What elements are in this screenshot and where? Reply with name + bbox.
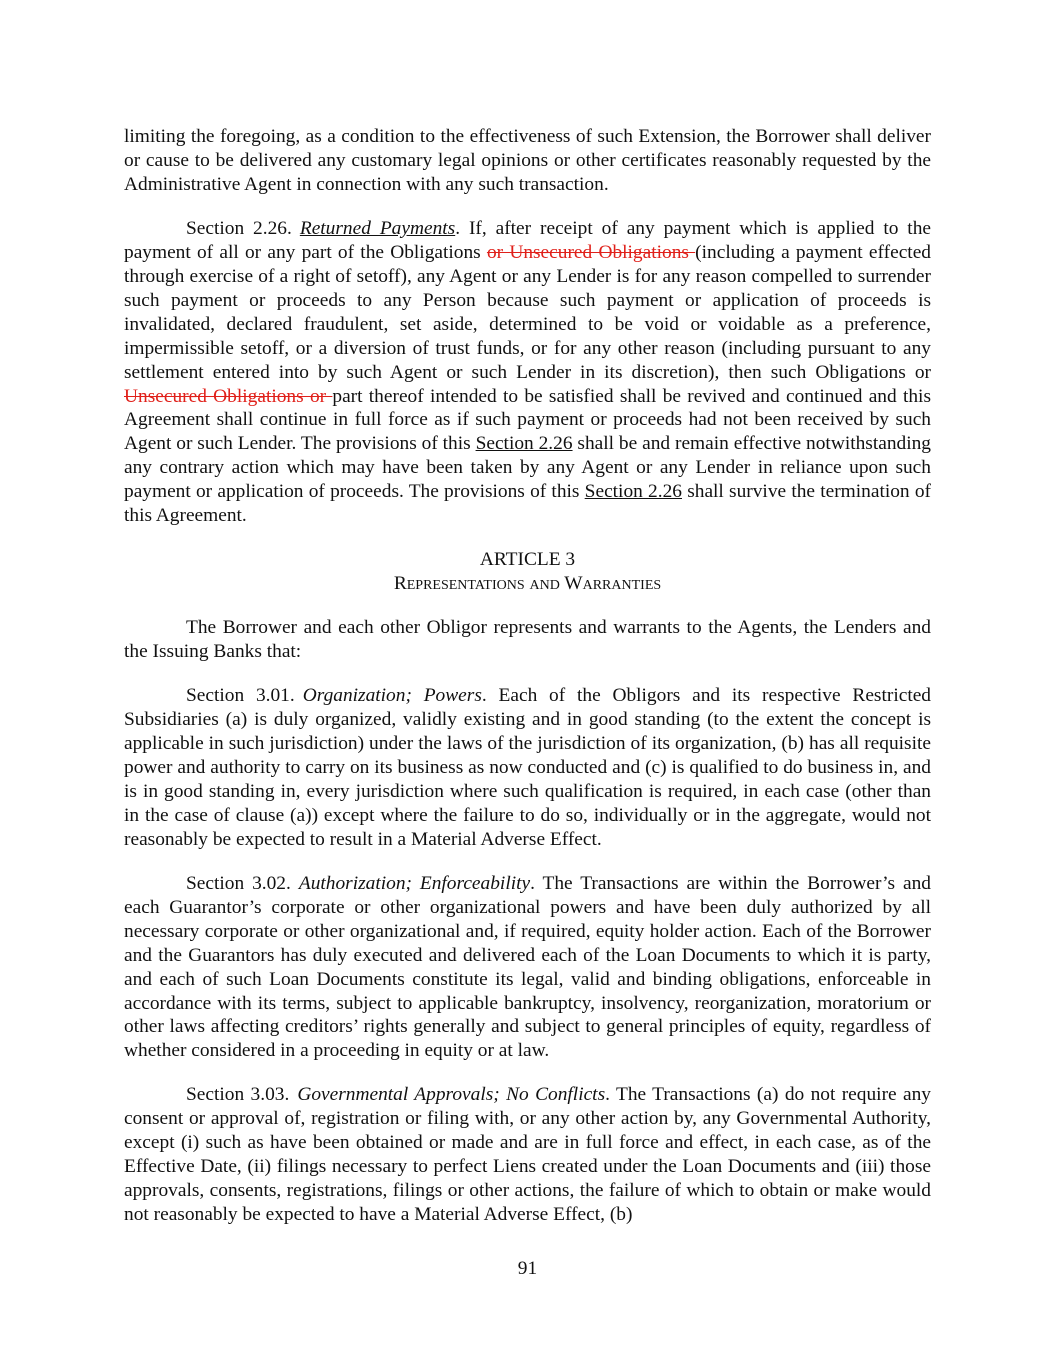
section-reference: Section 2.26 (475, 433, 573, 455)
section-text: . The Transactions (a) do not require any consent or approval of, registration or filing with, or any other action by, any Governmental Authority, except (i) such as have been obtained or made and are in full force and effect, in each case, as of the Effective Date, (ii) filings necessary to perfect Liens created under the Loan Documents and (iii) those approvals, consents, registrations, filings or other actions, the failure of which to obtain or make would not reasonably be expected to have a Material Adverse Effect, (b) (124, 1084, 931, 1226)
section-2-26 (124, 217, 931, 528)
section-number: Section 3.03. (186, 1084, 290, 1106)
section-number: Section 3.02. (186, 872, 291, 894)
deleted-text: or Unsecured Obligations (486, 241, 696, 263)
article-title: Representations and Warranties (393, 573, 662, 595)
intro-text: The Borrower and each other Obligor represents and warrants to the Agents, the Lenders and the Issuing Banks that: (124, 617, 931, 663)
section-title: Returned Payments (299, 217, 456, 239)
section-reference: Section 2.26 (584, 481, 682, 503)
article-number: ARTICLE 3 (479, 549, 576, 571)
page-number: 91 (517, 1258, 538, 1279)
section-text-part: part thereof intended to be satisfied shall be revived and continued and this Agreement shall continue in full force as if such payment or proceeds had not been received by such Agent or such Lender. The provisions of this (124, 385, 931, 455)
deleted-text: Unsecured Obligations or (124, 385, 333, 407)
section-text-part: shall survive the termination of this Agreement. (124, 481, 931, 527)
section-number: Section 3.01. (186, 685, 295, 707)
article-intro (124, 616, 931, 664)
section-number: Section 2.26. (186, 217, 292, 239)
document-body (124, 125, 931, 1227)
section-text-part: shall be and remain effective notwithstanding any contrary action which may have been taken by any Agent or any Lender in reliance upon such payment or application of proceeds. The provisions of this (124, 433, 931, 503)
article-heading (124, 548, 931, 596)
section-text-part: . If, after receipt of any payment which is applied to the payment of all or any part of the Obligations (124, 217, 931, 263)
section-3-03 (124, 1083, 931, 1227)
paragraph-continuation (124, 125, 931, 197)
paragraph-text: limiting the foregoing, as a condition to the effectiveness of such Extension, the Borrower shall deliver or cause to be delivered any customary legal opinions or other certificates reasonably requested by the Administrative Agent in connection with any such transaction. (124, 126, 931, 195)
section-title: Authorization; Enforceability (298, 872, 531, 894)
section-text: . The Transactions are within the Borrower’s and each Guarantor’s corporate or other organizational powers and have been duly authorized by all necessary corporate or other organizational and, if required, equity holder action. Each of the Borrower and the Guarantors has duly executed and delivered each of the Loan Documents to which it is party, and each of such Loan Documents constitute its legal, valid and binding obligations, enforceable in accordance with its terms, subject to applicable bankruptcy, insolvency, reorganization, moratorium or other laws affecting creditors’ rights generally and subject to general principles of equity, regardless of whether considered in a proceeding in equity or at law. (124, 872, 931, 1062)
section-3-01 (124, 684, 931, 852)
section-title: Governmental Approvals; No Conflicts (297, 1084, 606, 1106)
section-text-part: (including a payment effected through exercise of a right of setoff), any Agent or any Lender is for any reason compelled to surrender such payment or proceeds to any Person because such payment or application of proceeds is invalidated, declared fraudulent, set aside, determined to be void or voidable as a preference, impermissible setoff, or a diversion of trust funds, or for any other reason (including pursuant to any settlement entered into by such Agent or such Lender in its discretion), then such Obligations or (124, 241, 931, 383)
section-3-02 (124, 872, 931, 1064)
section-text: . Each of the Obligors and its respective Restricted Subsidiaries (a) is duly organized, validly existing and in good standing (to the extent the concept is applicable in such jurisdiction) under the laws of the jurisdiction of its organization, (b) has all requisite power and authority to carry on its business as now conducted and (c) is qualified to do business in, and is in good standing in, every jurisdiction where such qualification is required, in each case (other than in the case of clause (a)) except where the failure to do so, individually or in the aggregate, would not reasonably be expected to result in a Material Adverse Effect. (124, 685, 932, 850)
section-title: Organization; Powers (302, 685, 482, 707)
